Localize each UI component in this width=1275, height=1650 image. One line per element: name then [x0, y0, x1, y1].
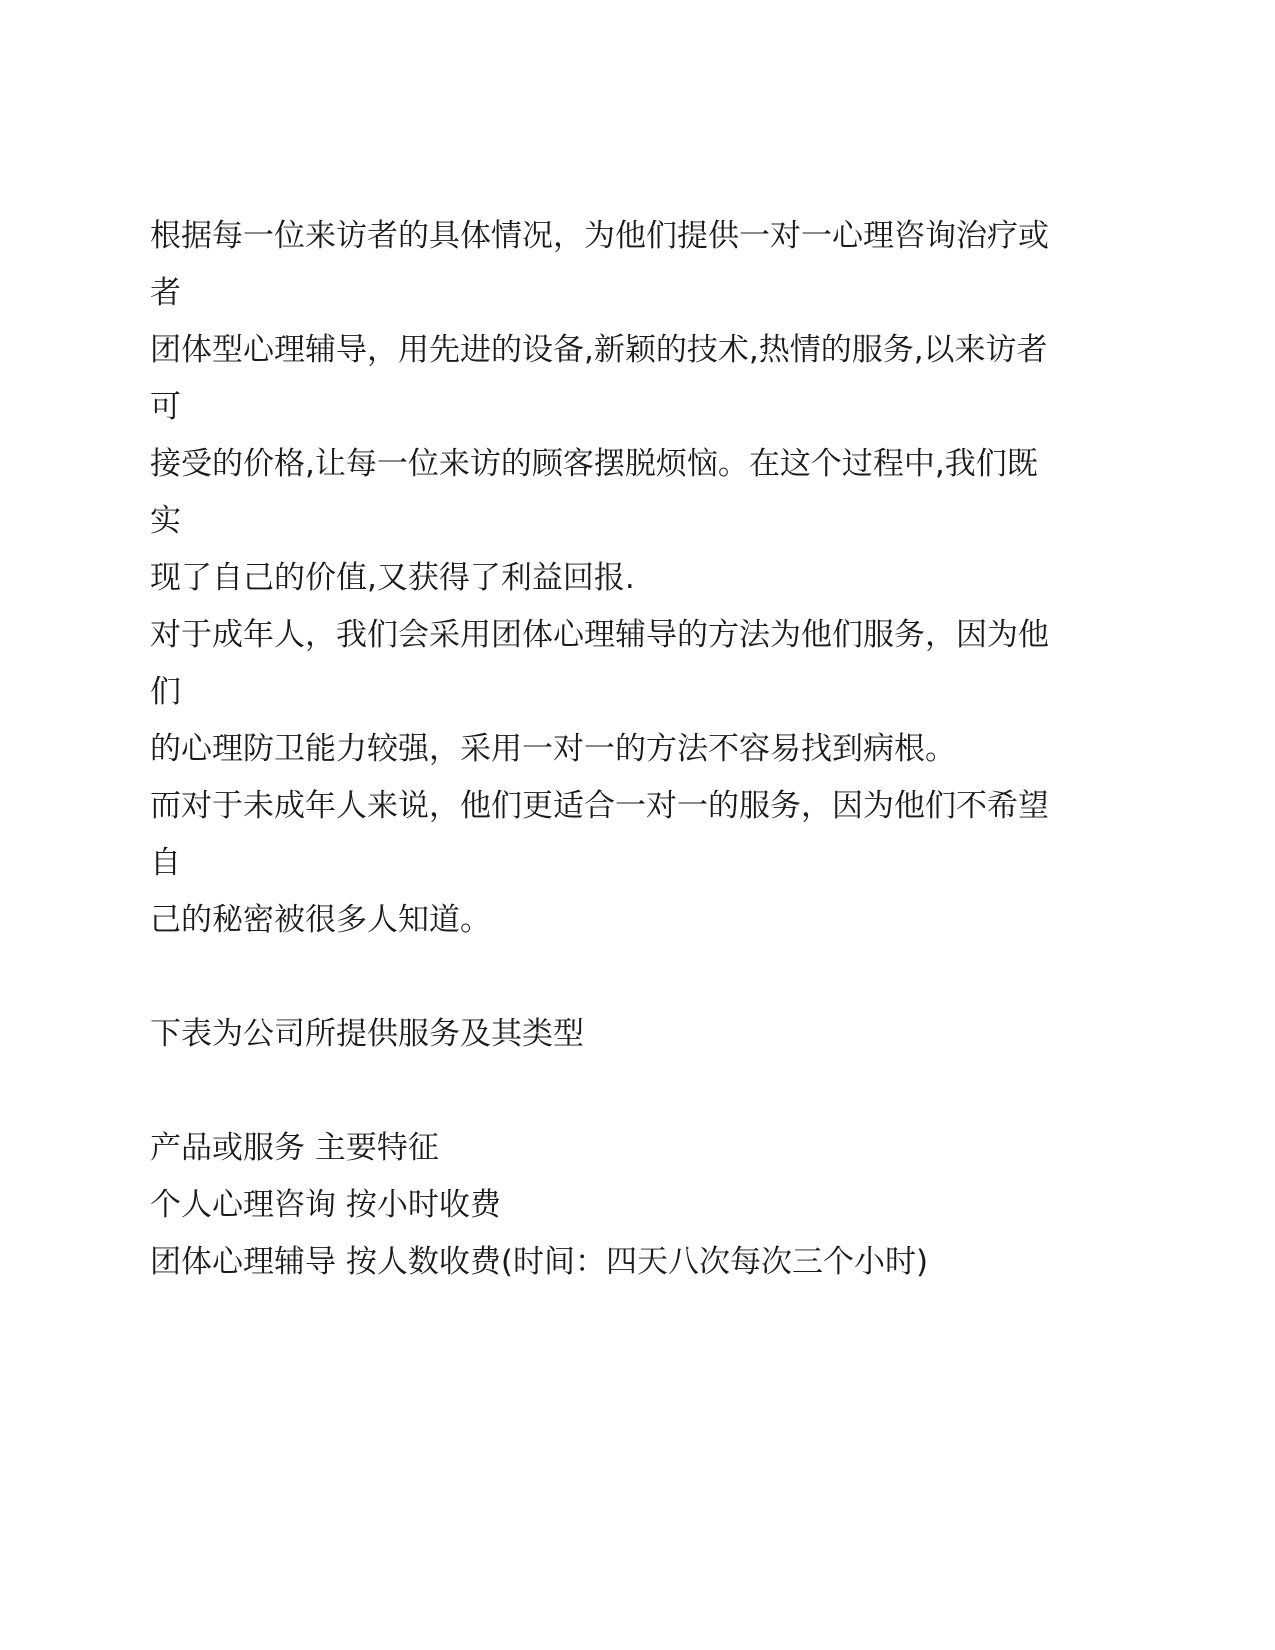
paragraph-line: 而对于未成年人来说，他们更适合一对一的服务，因为他们不希望 [150, 788, 1049, 824]
paragraph-line: 的心理防卫能力较强，采用一对一的方法不容易找到病根。 [150, 731, 956, 767]
spacer [150, 949, 1130, 1006]
table-row: 个人心理咨询 按小时收费 [150, 1187, 501, 1223]
paragraph-line: 根据每一位来访者的具体情况，为他们提供一对一心理咨询治疗或 [150, 218, 1049, 254]
paragraph-line: 可 [150, 389, 181, 425]
paragraph-line: 自 [150, 845, 181, 881]
table-intro: 下表为公司所提供服务及其类型 [150, 1016, 584, 1052]
paragraph-line: 们 [150, 674, 181, 710]
paragraph-line: 己的秘密被很多人知道。 [150, 902, 491, 938]
paragraph-line: 接受的价格,让每一位来访的顾客摆脱烦恼。在这个过程中,我们既 [150, 446, 1038, 482]
paragraph-line: 团体型心理辅导，用先进的设备,新颖的技术,热情的服务,以来访者 [150, 332, 1048, 368]
table-header: 产品或服务 主要特征 [150, 1130, 439, 1166]
paragraph-line: 现了自己的价值,又获得了利益回报. [150, 560, 635, 596]
body-paragraph [150, 208, 1130, 949]
service-table [150, 1120, 1130, 1291]
paragraph-line: 对于成年人，我们会采用团体心理辅导的方法为他们服务，因为他 [150, 617, 1049, 653]
document-page [150, 208, 1130, 1291]
paragraph-line: 者 [150, 275, 181, 311]
paragraph-line: 实 [150, 503, 181, 539]
table-row: 团体心理辅导 按人数收费(时间：四天八次每次三个小时) [150, 1244, 929, 1280]
spacer [150, 1063, 1130, 1120]
